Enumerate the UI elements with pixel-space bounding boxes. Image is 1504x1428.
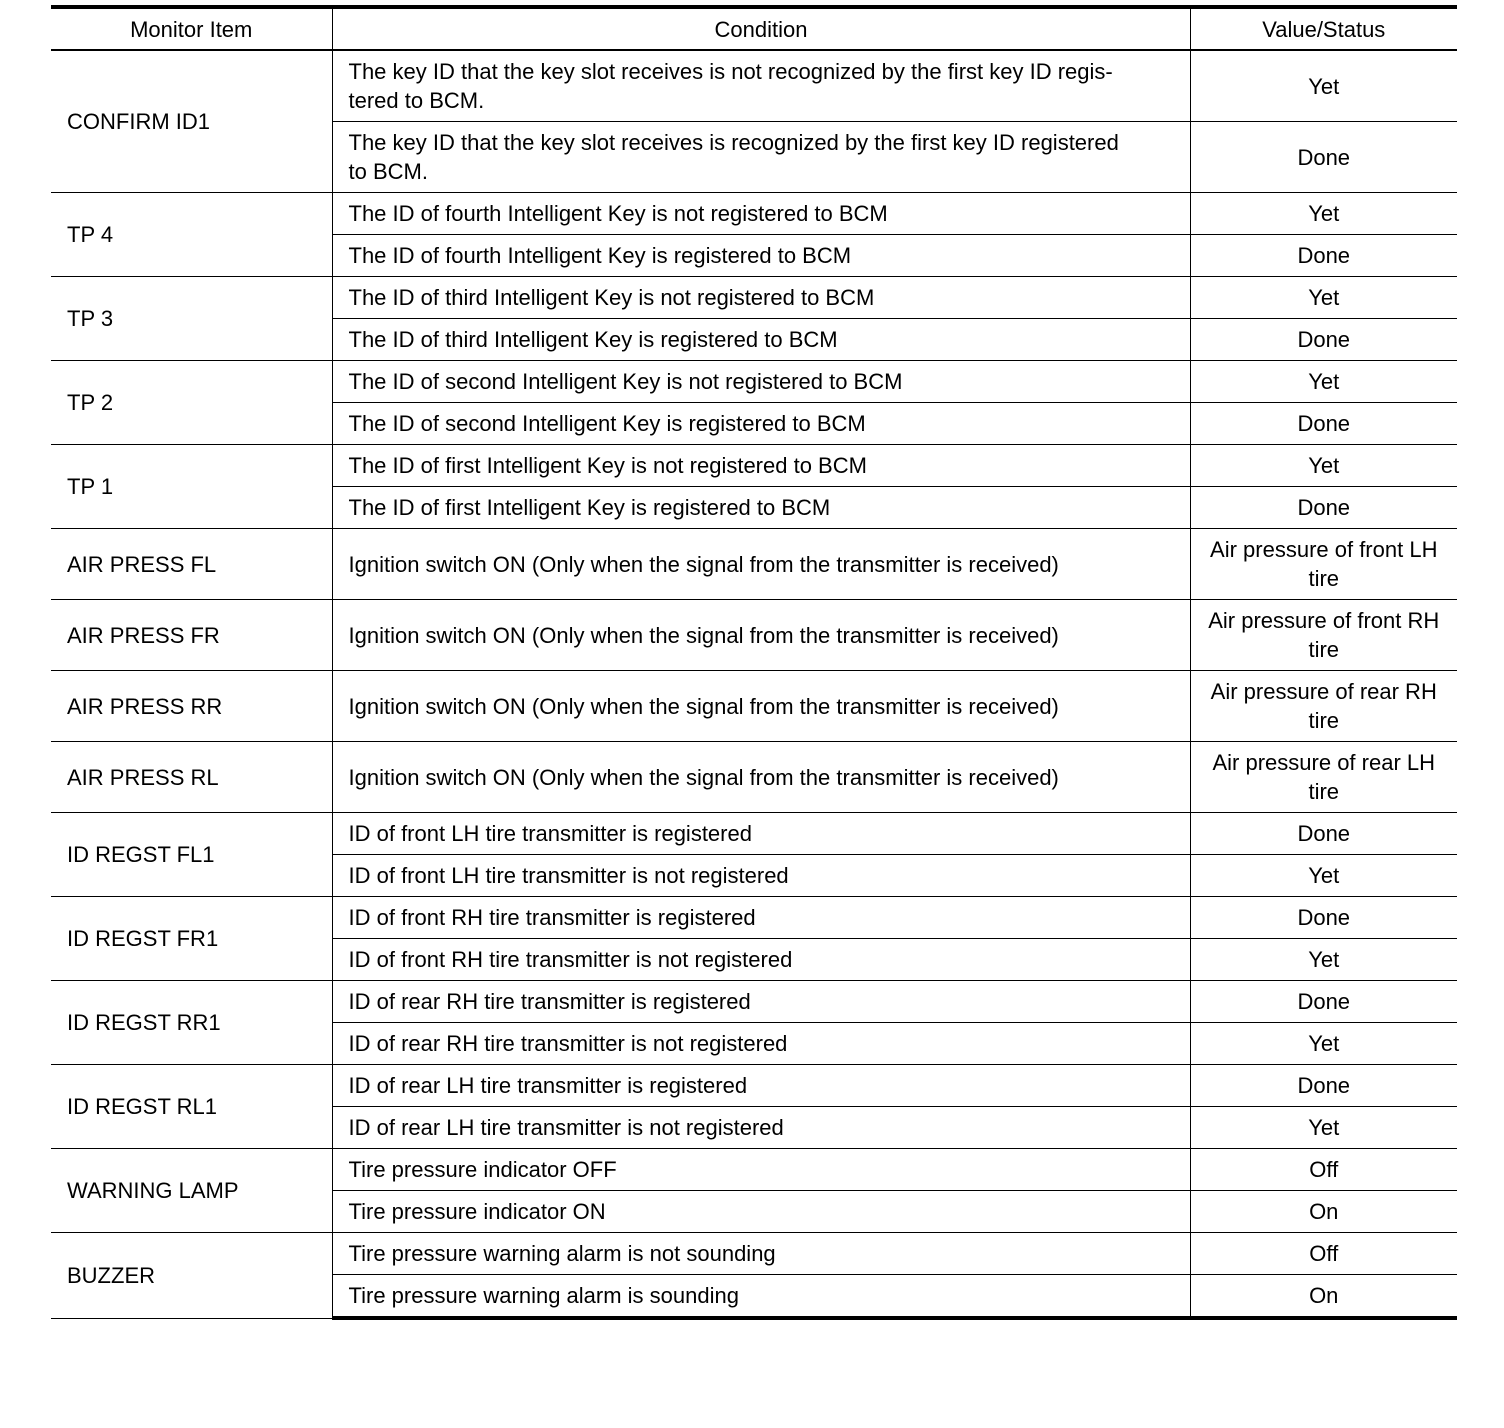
monitor-item-cell: CONFIRM ID1 xyxy=(51,50,332,193)
value-status-cell: Yet xyxy=(1190,1023,1457,1065)
value-status-cell: Yet xyxy=(1190,855,1457,897)
monitor-item-cell: AIR PRESS FL xyxy=(51,529,332,600)
table-row xyxy=(51,361,1457,403)
condition-cell: Ignition switch ON (Only when the signal from the transmitter is received) xyxy=(332,600,1190,671)
monitor-item-cell: AIR PRESS RR xyxy=(51,671,332,742)
condition-cell: The ID of third Intelligent Key is registered to BCM xyxy=(332,319,1190,361)
monitor-item-cell: TP 3 xyxy=(51,277,332,361)
condition-cell: The ID of first Intelligent Key is not registered to BCM xyxy=(332,445,1190,487)
table-row xyxy=(51,981,1457,1023)
monitor-item-cell: BUZZER xyxy=(51,1233,332,1319)
monitor-item-cell: TP 4 xyxy=(51,193,332,277)
table-row xyxy=(51,1149,1457,1191)
table-row xyxy=(51,671,1457,742)
header-condition: Condition xyxy=(332,7,1190,50)
condition-cell: The ID of second Intelligent Key is not registered to BCM xyxy=(332,361,1190,403)
table-row xyxy=(51,897,1457,939)
condition-cell: The ID of first Intelligent Key is registered to BCM xyxy=(332,487,1190,529)
monitor-item-cell: ID REGST RR1 xyxy=(51,981,332,1065)
condition-cell: The ID of fourth Intelligent Key is not registered to BCM xyxy=(332,193,1190,235)
table-row xyxy=(51,813,1457,855)
value-status-cell: Yet xyxy=(1190,361,1457,403)
condition-cell: Tire pressure indicator ON xyxy=(332,1191,1190,1233)
table-row xyxy=(51,1233,1457,1275)
value-status-cell: Air pressure of front RH tire xyxy=(1190,600,1457,671)
condition-cell: The ID of third Intelligent Key is not registered to BCM xyxy=(332,277,1190,319)
condition-cell: Ignition switch ON (Only when the signal from the transmitter is received) xyxy=(332,529,1190,600)
condition-cell: Tire pressure warning alarm is not sounding xyxy=(332,1233,1190,1275)
monitor-item-cell: AIR PRESS FR xyxy=(51,600,332,671)
condition-cell: Tire pressure warning alarm is sounding xyxy=(332,1275,1190,1319)
monitor-item-cell: ID REGST RL1 xyxy=(51,1065,332,1149)
condition-cell: Ignition switch ON (Only when the signal from the transmitter is received) xyxy=(332,671,1190,742)
condition-cell: Tire pressure indicator OFF xyxy=(332,1149,1190,1191)
table-row xyxy=(51,50,1457,122)
value-status-cell: Off xyxy=(1190,1149,1457,1191)
condition-cell: ID of front LH tire transmitter is registered xyxy=(332,813,1190,855)
value-status-cell: On xyxy=(1190,1275,1457,1319)
table-row xyxy=(51,277,1457,319)
value-status-cell: Done xyxy=(1190,981,1457,1023)
value-status-cell: Yet xyxy=(1190,193,1457,235)
condition-cell: ID of front RH tire transmitter is registered xyxy=(332,897,1190,939)
condition-cell: ID of rear LH tire transmitter is registered xyxy=(332,1065,1190,1107)
table-header-row xyxy=(51,7,1457,50)
value-status-cell: Yet xyxy=(1190,1107,1457,1149)
value-status-cell: Done xyxy=(1190,235,1457,277)
monitor-item-cell: ID REGST FR1 xyxy=(51,897,332,981)
condition-cell: ID of rear RH tire transmitter is registered xyxy=(332,981,1190,1023)
table-row xyxy=(51,742,1457,813)
monitor-item-cell: ID REGST FL1 xyxy=(51,813,332,897)
condition-cell: The key ID that the key slot receives is recognized by the first key ID registered to BCM. xyxy=(332,122,1190,193)
value-status-cell: On xyxy=(1190,1191,1457,1233)
value-status-cell: Done xyxy=(1190,403,1457,445)
table-row xyxy=(51,193,1457,235)
value-status-cell: Yet xyxy=(1190,50,1457,122)
condition-cell: ID of front RH tire transmitter is not registered xyxy=(332,939,1190,981)
monitor-item-table xyxy=(51,5,1457,1320)
condition-cell: Ignition switch ON (Only when the signal from the transmitter is received) xyxy=(332,742,1190,813)
table-body xyxy=(51,50,1457,1318)
value-status-cell: Air pressure of rear RH tire xyxy=(1190,671,1457,742)
monitor-item-cell: TP 2 xyxy=(51,361,332,445)
value-status-cell: Yet xyxy=(1190,445,1457,487)
value-status-cell: Yet xyxy=(1190,939,1457,981)
monitor-item-cell: TP 1 xyxy=(51,445,332,529)
monitor-item-cell: AIR PRESS RL xyxy=(51,742,332,813)
header-monitor-item: Monitor Item xyxy=(51,7,332,50)
condition-cell: ID of rear RH tire transmitter is not registered xyxy=(332,1023,1190,1065)
value-status-cell: Done xyxy=(1190,813,1457,855)
value-status-cell: Off xyxy=(1190,1233,1457,1275)
value-status-cell: Yet xyxy=(1190,277,1457,319)
value-status-cell: Air pressure of front LH tire xyxy=(1190,529,1457,600)
condition-cell: The ID of fourth Intelligent Key is registered to BCM xyxy=(332,235,1190,277)
value-status-cell: Done xyxy=(1190,122,1457,193)
table-row xyxy=(51,1065,1457,1107)
value-status-cell: Done xyxy=(1190,319,1457,361)
value-status-cell: Done xyxy=(1190,1065,1457,1107)
monitor-item-cell: WARNING LAMP xyxy=(51,1149,332,1233)
table-row xyxy=(51,445,1457,487)
table-row xyxy=(51,600,1457,671)
condition-cell: The key ID that the key slot receives is not recognized by the first key ID regis- tered to BCM. xyxy=(332,50,1190,122)
condition-cell: ID of rear LH tire transmitter is not registered xyxy=(332,1107,1190,1149)
table-row xyxy=(51,529,1457,600)
condition-cell: ID of front LH tire transmitter is not registered xyxy=(332,855,1190,897)
value-status-cell: Done xyxy=(1190,897,1457,939)
header-value-status: Value/Status xyxy=(1190,7,1457,50)
value-status-cell: Air pressure of rear LH tire xyxy=(1190,742,1457,813)
condition-cell: The ID of second Intelligent Key is registered to BCM xyxy=(332,403,1190,445)
value-status-cell: Done xyxy=(1190,487,1457,529)
